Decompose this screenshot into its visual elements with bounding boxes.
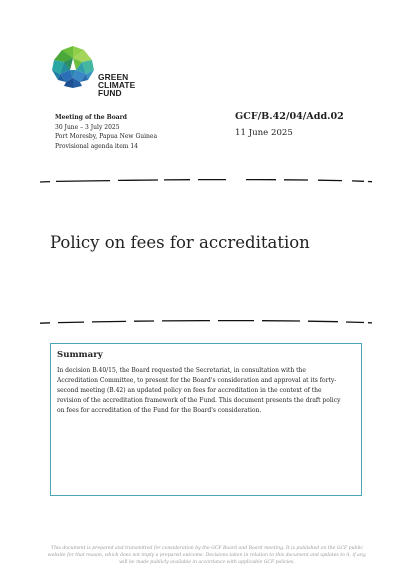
meeting-agenda: Provisional agenda item 14 — [55, 142, 138, 150]
top-divider — [40, 179, 372, 183]
footer-line: website for that reason, which does not imply a prepared outcome. Decisions taken in relation to this document and updates to it, if any, — [47, 553, 367, 558]
document-date: 11 June 2025 — [235, 128, 293, 138]
meeting-info — [55, 113, 157, 151]
document-reference: GCF/B.42/04/Add.02 — [235, 111, 344, 122]
meeting-dates: 30 June – 3 July 2025 — [55, 123, 120, 131]
gcf-logo — [50, 44, 150, 106]
summary-line: Accreditation Committee, to present for the Board's consideration and approval at its forty- — [57, 377, 337, 385]
meeting-location: Port Moresby, Papua New Guinea — [55, 133, 158, 140]
summary-line: In decision B.40/15, the Board requested the Secretariat, in consultation with the — [57, 367, 306, 374]
summary-line: second meeting (B.42) an updated policy on fees for accreditation in the context of the — [57, 387, 322, 395]
footer-line: This document is prepared and transmitted for consideration by the GCF Board and Board meeting. It is published on the GCF public — [51, 546, 363, 551]
logo-wordmark — [98, 73, 135, 98]
summary-line: on fees for accreditation of the Fund for the Board's consideration. — [57, 407, 262, 415]
gcf-globe-icon — [50, 44, 96, 90]
footer-line: will be made publicly available in accordance with applicable GCF policies. — [119, 560, 295, 565]
footer-disclaimer — [40, 545, 374, 566]
meeting-title: Meeting of the Board — [55, 114, 128, 121]
logo-line-1: GREEN — [98, 72, 129, 82]
summary-box — [50, 343, 362, 496]
summary-line: revision of the accreditation framework of the Fund. This document presents the draft policy — [57, 397, 341, 405]
summary-body — [57, 366, 355, 416]
document-title: Policy on fees for accreditation — [50, 233, 310, 252]
summary-heading: Summary — [57, 350, 103, 360]
bottom-divider — [40, 320, 372, 324]
logo-line-2: CLIMATE — [98, 80, 136, 91]
logo-line-3: FUND — [98, 88, 122, 99]
